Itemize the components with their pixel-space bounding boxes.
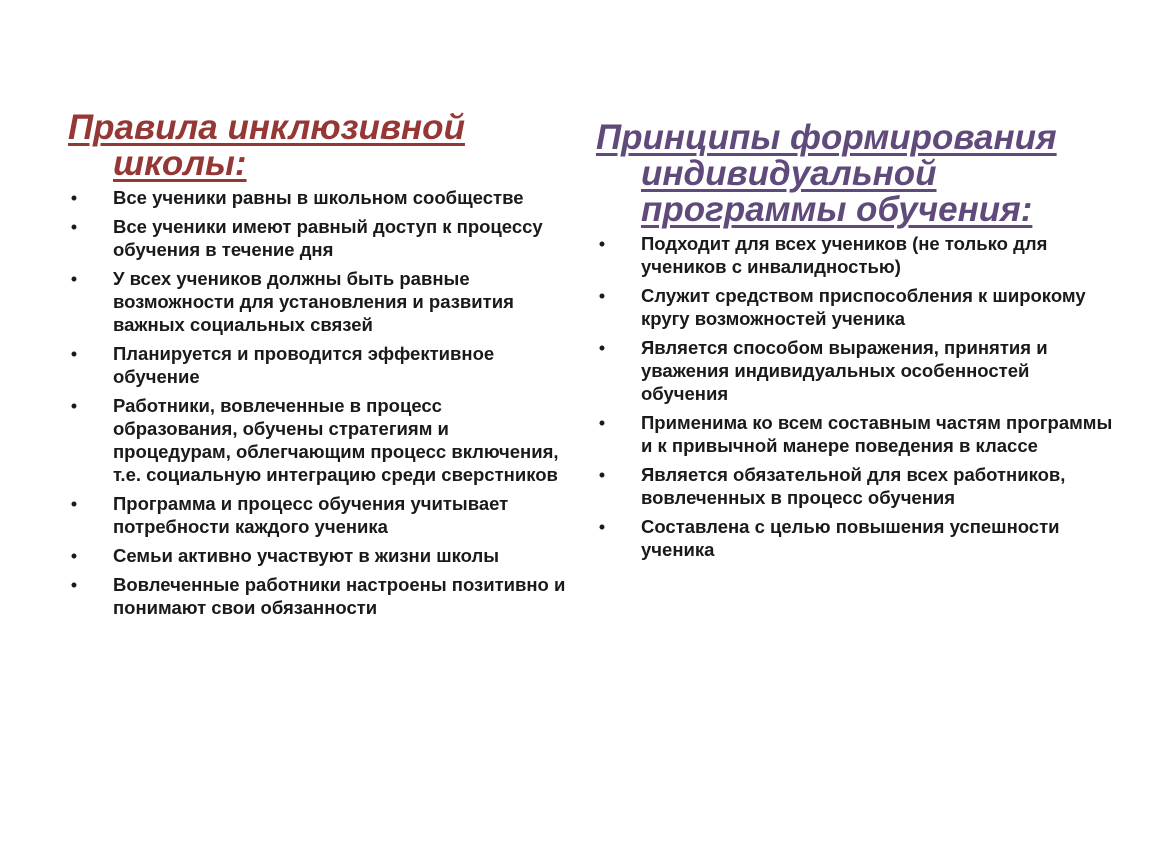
right-bullet-list (596, 232, 1116, 561)
list-item-text: Подходит для всех учеников (не только для учеников с инвалидностью) (641, 233, 1048, 277)
list-item (596, 336, 1116, 405)
bullet-icon: • (70, 493, 78, 514)
bullet-icon: • (70, 343, 78, 364)
right-heading-line-3: программы обучения: (641, 190, 1033, 229)
bullet-icon: • (70, 395, 78, 416)
bullet-icon: • (598, 412, 606, 433)
left-heading-line-2: школы: (113, 144, 247, 183)
list-item (68, 342, 568, 388)
list-item (68, 492, 568, 538)
list-item (68, 186, 568, 209)
list-item-text: Применима ко всем составным частям программы и к привычной манере поведения в классе (641, 412, 1113, 456)
bullet-icon: • (598, 464, 606, 485)
right-heading-line-1: Принципы формирования (596, 118, 1057, 157)
left-column (68, 110, 568, 625)
list-item (68, 394, 568, 486)
list-item-text: Семьи активно участвуют в жизни школы (113, 545, 500, 566)
list-item-text: Составлена с целью повышения успешности ученика (641, 516, 1060, 560)
list-item (68, 215, 568, 261)
list-item (68, 573, 568, 619)
list-item (596, 515, 1116, 561)
list-item (596, 463, 1116, 509)
list-item-text: Является способом выражения, принятия и уважения индивидуальных особенностей обучения (641, 337, 1048, 404)
list-item-text: Служит средством приспособления к широкому кругу возможностей ученика (641, 285, 1086, 329)
bullet-icon: • (70, 216, 78, 237)
right-heading-line-2: индивидуальной (641, 154, 937, 193)
bullet-icon: • (598, 285, 606, 306)
list-item-text: Является обязательной для всех работников, вовлеченных в процесс обучения (641, 464, 1066, 508)
bullet-icon: • (598, 337, 606, 358)
bullet-icon: • (70, 545, 78, 566)
list-item (596, 284, 1116, 330)
list-item-text: У всех учеников должны быть равные возможности для установления и развития важных социальных связей (113, 268, 514, 335)
list-item-text: Программа и процесс обучения учитывает потребности каждого ученика (113, 493, 509, 537)
list-item (596, 411, 1116, 457)
bullet-icon: • (70, 268, 78, 289)
bullet-icon: • (598, 516, 606, 537)
bullet-icon: • (598, 233, 606, 254)
list-item-text: Работники, вовлеченные в процесс образования, обучены стратегиям и процедурам, облегчающим процесс включения, т.е. социальную интеграцию среди сверстников (113, 395, 559, 485)
left-heading-line-1: Правила инклюзивной (68, 108, 465, 147)
list-item-text: Все ученики равны в школьном сообществе (113, 187, 524, 208)
left-heading (68, 110, 568, 182)
bullet-icon: • (70, 574, 78, 595)
list-item (68, 267, 568, 336)
right-column (596, 120, 1116, 567)
left-bullet-list (68, 186, 568, 619)
right-heading (596, 120, 1116, 228)
list-item-text: Планируется и проводится эффективное обучение (113, 343, 495, 387)
list-item (596, 232, 1116, 278)
list-item-text: Вовлеченные работники настроены позитивно и понимают свои обязанности (113, 574, 566, 618)
bullet-icon: • (70, 187, 78, 208)
list-item-text: Все ученики имеют равный доступ к процессу обучения в течение дня (113, 216, 543, 260)
list-item (68, 544, 568, 567)
